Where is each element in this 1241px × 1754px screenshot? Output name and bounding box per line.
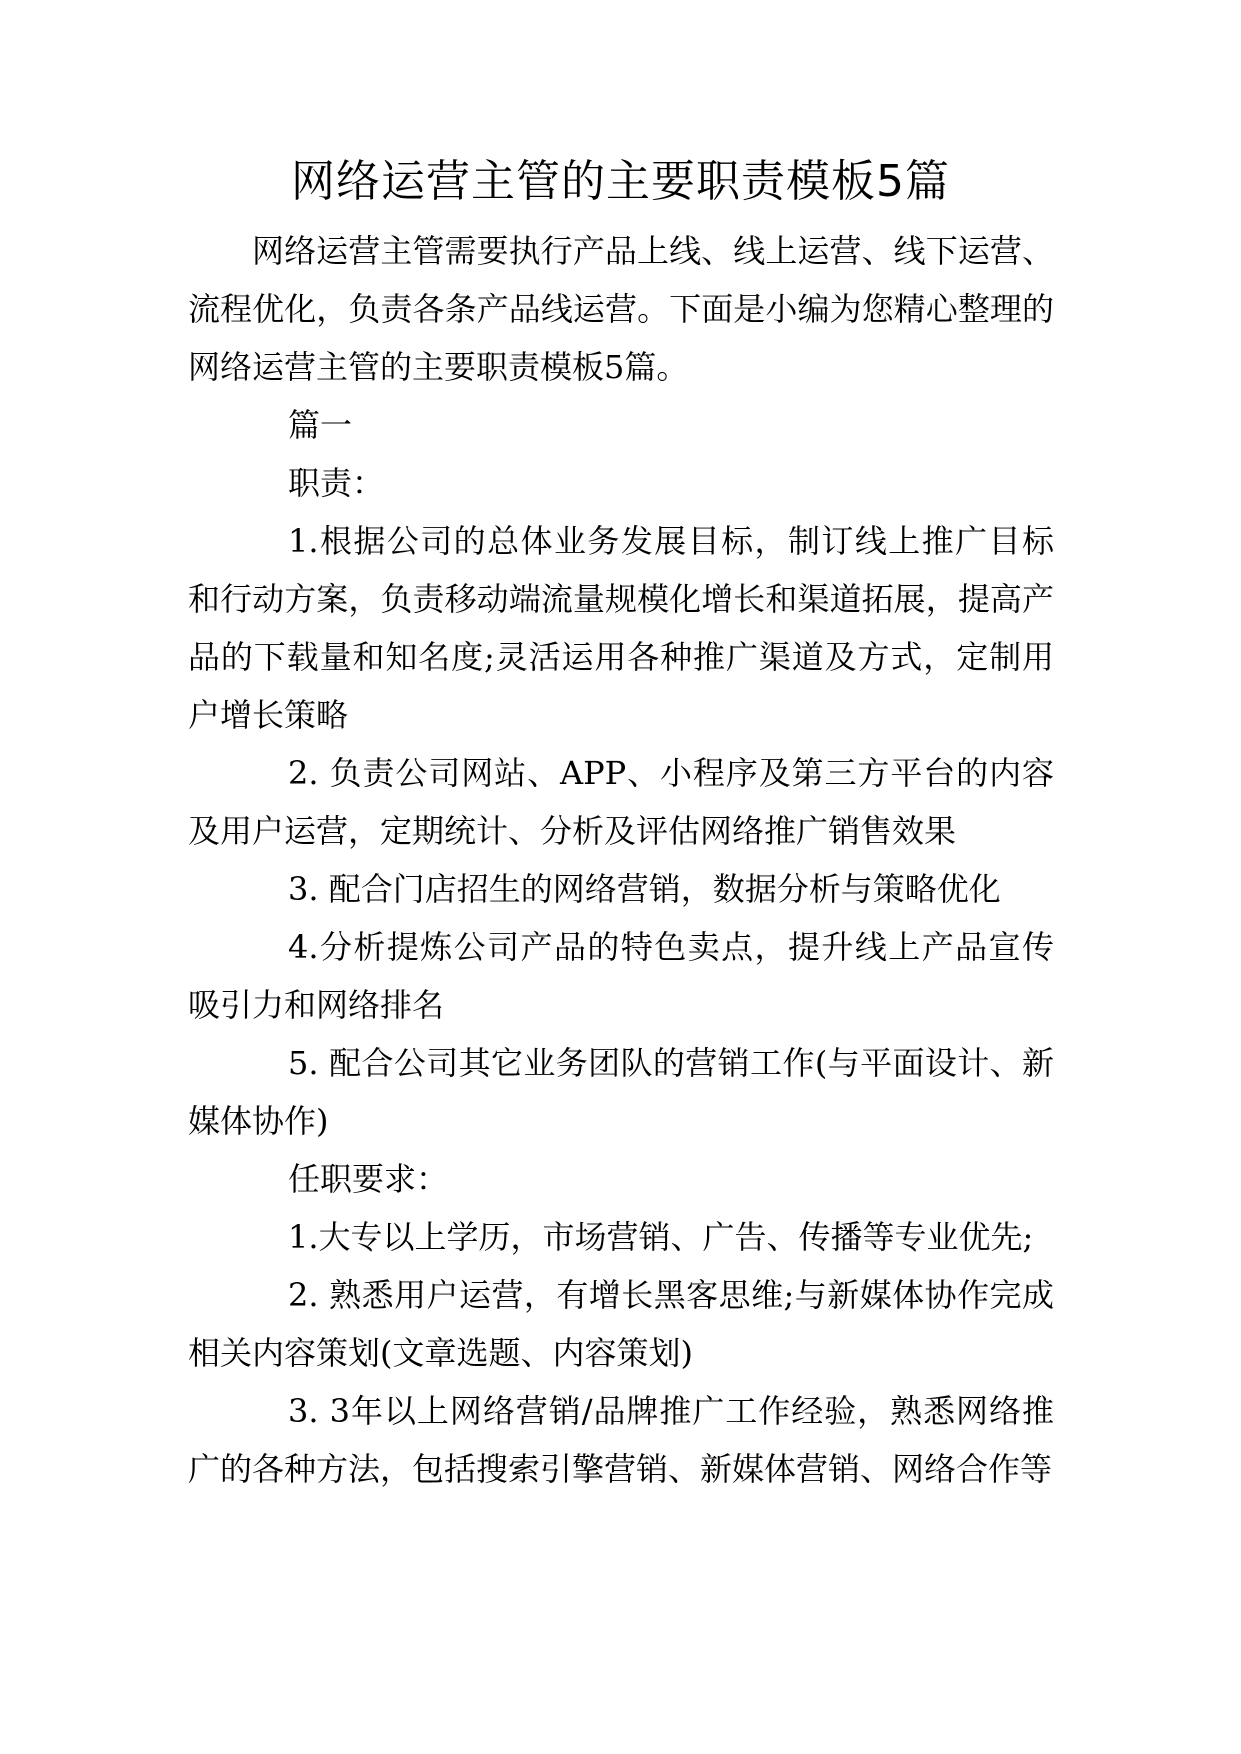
paragraph: 职责： — [288, 464, 385, 502]
paragraph: 2. 负责公司网站、APP、小程序及第三方平台的内容及用户运营，定期统计、分析及评估网络推广销售效果 — [188, 754, 1054, 850]
paragraph: 2. 熟悉用户运营，有增长黑客思维;与新媒体协作完成相关内容策划(文章选题、内容策划) — [188, 1276, 1054, 1372]
paragraph: 5. 配合公司其它业务团队的营销工作(与平面设计、新媒体协作) — [188, 1044, 1054, 1140]
paragraph: 1.大专以上学历，市场营销、广告、传播等专业优先; — [288, 1218, 1034, 1256]
paragraph: 3. 配合门店招生的网络营销，数据分析与策略优化 — [288, 870, 1001, 908]
page-title: 网络运营主管的主要职责模板5篇 — [291, 156, 950, 207]
document-body — [188, 222, 1054, 1498]
paragraph: 篇一 — [288, 406, 353, 444]
paragraph: 任职要求： — [288, 1160, 449, 1198]
paragraph: 3. 3年以上网络营销/品牌推广工作经验，熟悉网络推广的各种方法，包括搜索引擎营销、新媒体营销、网络合作等 — [188, 1392, 1054, 1488]
paragraph: 4.分析提炼公司产品的特色卖点，提升线上产品宣传吸引力和网络排名 — [188, 928, 1054, 1024]
paragraph: 网络运营主管需要执行产品上线、线上运营、线下运营、流程优化，负责各条产品线运营。下面是小编为您精心整理的网络运营主管的主要职责模板5篇。 — [188, 232, 1054, 386]
paragraph: 1.根据公司的总体业务发展目标，制订线上推广目标和行动方案，负责移动端流量规模化增长和渠道拓展，提高产品的下载量和知名度;灵活运用各种推广渠道及方式，定制用户增长策略 — [188, 522, 1054, 734]
